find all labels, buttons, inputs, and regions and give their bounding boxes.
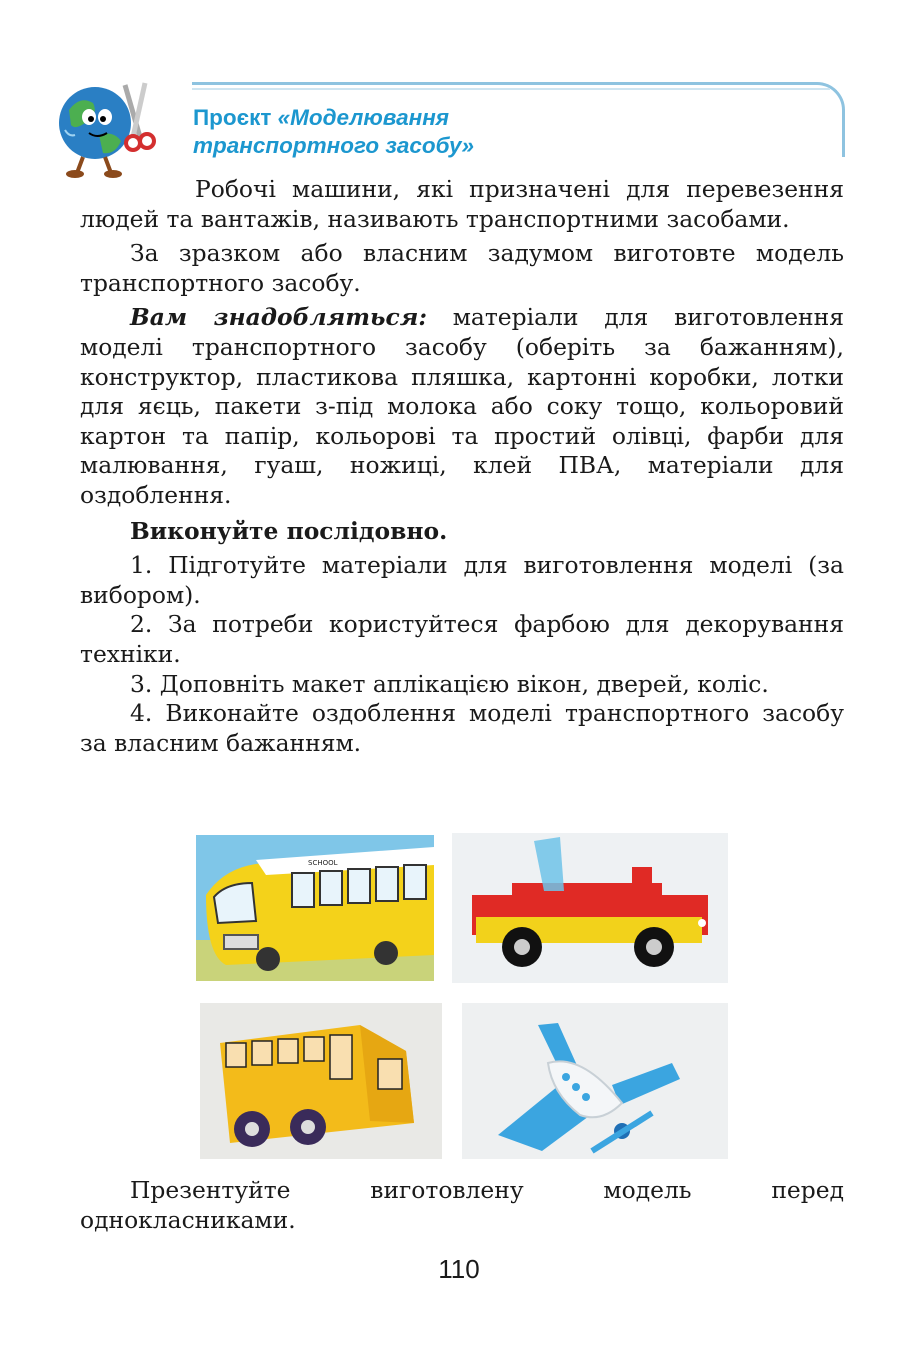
paragraph-task: За зразком або власним задумом виготовте модель транспортного засобу. [80,239,844,297]
closing-paragraph: Презентуйте виготовлену модель перед однокласниками. [80,1176,844,1234]
step-item: 3. Доповніть макет аплікацією вікон, дверей, коліс. [130,669,769,698]
lego-car-photo [452,833,728,983]
step-item: 2. За потреби користуйтеся фарбою для декорування техніки. [80,610,844,668]
materials-lead: Вам знадобляться: [130,303,427,332]
step-item: 1. Підготуйте матеріали для виготовлення моделі (за вибором). [80,551,844,609]
page-number: 110 [438,1254,480,1284]
project-label: Проєкт [193,105,272,130]
project-title-line2: транспортного засобу» [193,133,475,158]
paragraph-definition: Робочі машини, які призначені для перевезення людей та вантажів, називають транспортними засобами. [80,175,844,233]
paragraph-materials [80,303,844,510]
globe-scissors-mascot-icon [55,75,165,180]
bottle-airplane-photo [462,1003,728,1159]
bus-sign-text: SCHOOL [308,859,338,867]
main-text [80,175,844,758]
egg-carton-bus-photo [196,835,434,981]
project-title [193,104,813,160]
step-item: 4. Виконайте оздоблення моделі транспортного засобу за власним бажанням. [80,699,844,757]
materials-text: матеріали для виготовлення моделі транспортного засобу (оберіть за бажанням), конструктор, пластикова пляшка, картонні коробки, лотки для яєць, пакети з-під молока або соку тощо, кольоровий картон та папір, кольорові та простий олівці, фарби для малювання, гуаш, ножиці, клей ПВА, матеріали для оздоблення. [80,303,844,509]
steps-heading: Виконуйте послідовно. [130,516,448,545]
project-title-line1: «Моделювання [277,105,450,130]
paper-school-bus-photo [200,1003,442,1159]
